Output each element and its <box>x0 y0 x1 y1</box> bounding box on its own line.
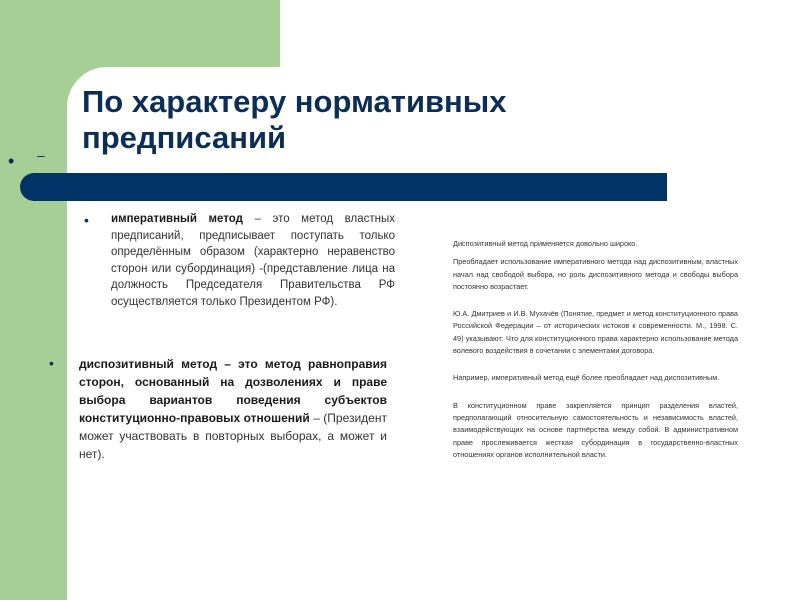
dispositive-body: – (Президент может участвовать в повторных выборах, а может и нет). <box>79 411 387 461</box>
imperative-lead: императивный метод <box>111 213 243 225</box>
dash-item: – <box>37 147 45 163</box>
note-paragraph: В конституционном праве закрепляется принцип разделения властей, предполагающий относительную самостоятельность и независимость властей, взаимодействующих на основе партнёрства между собой. В административном праве прослеживается жесткая субординация в государственно-властных отношениях органов исполнительной власти. <box>453 400 738 459</box>
bullet-imperative-method <box>111 211 395 311</box>
notes-column <box>453 238 738 467</box>
bullet-dispositive-method <box>79 355 387 463</box>
imperative-body: – это метод властных предписаний, предписывает поступать только определённым образом (характерно неравенство сторон или субординация) -(представление лица на должность Председателя Правительства РФ осуществляется только Президентом РФ). <box>111 213 395 308</box>
bullet-dot-icon: • <box>49 355 54 371</box>
slide-title: По характеру нормативных предписаний <box>82 84 507 155</box>
note-paragraph: Диспозитивный метод применяется довольно широко. <box>453 239 638 248</box>
title-divider-bar <box>20 173 667 201</box>
note-paragraph: Например, императивный метод ещё более преобладает над диспозитивным. <box>453 373 720 383</box>
bullet-dot-icon: • <box>84 212 89 228</box>
note-paragraph: Ю.А. Дмитриев и И.В. Мухачёв (Понятие, предмет и метод конституционного права Российской Федерации – от исторических истоков к современности. М., 1998. С. 49) указывают: Что для конституционного права характерно использование метода волевого воздействия в сочетании с элементами договора. <box>453 309 738 356</box>
note-paragraph: Преобладает использование императивного метода над диспозитивным, властных начал над свободой выбора, но роль диспозитивного метода и свободы выбора постоянно возрастает. <box>453 257 738 291</box>
dispositive-lead: диспозитивный метод – это метод равноправия сторон, основанный на дозволениях и праве выбора вариантов поведения субъектов конституционно-правовых отношений <box>79 357 387 425</box>
bullet-dot-icon: • <box>8 151 15 171</box>
